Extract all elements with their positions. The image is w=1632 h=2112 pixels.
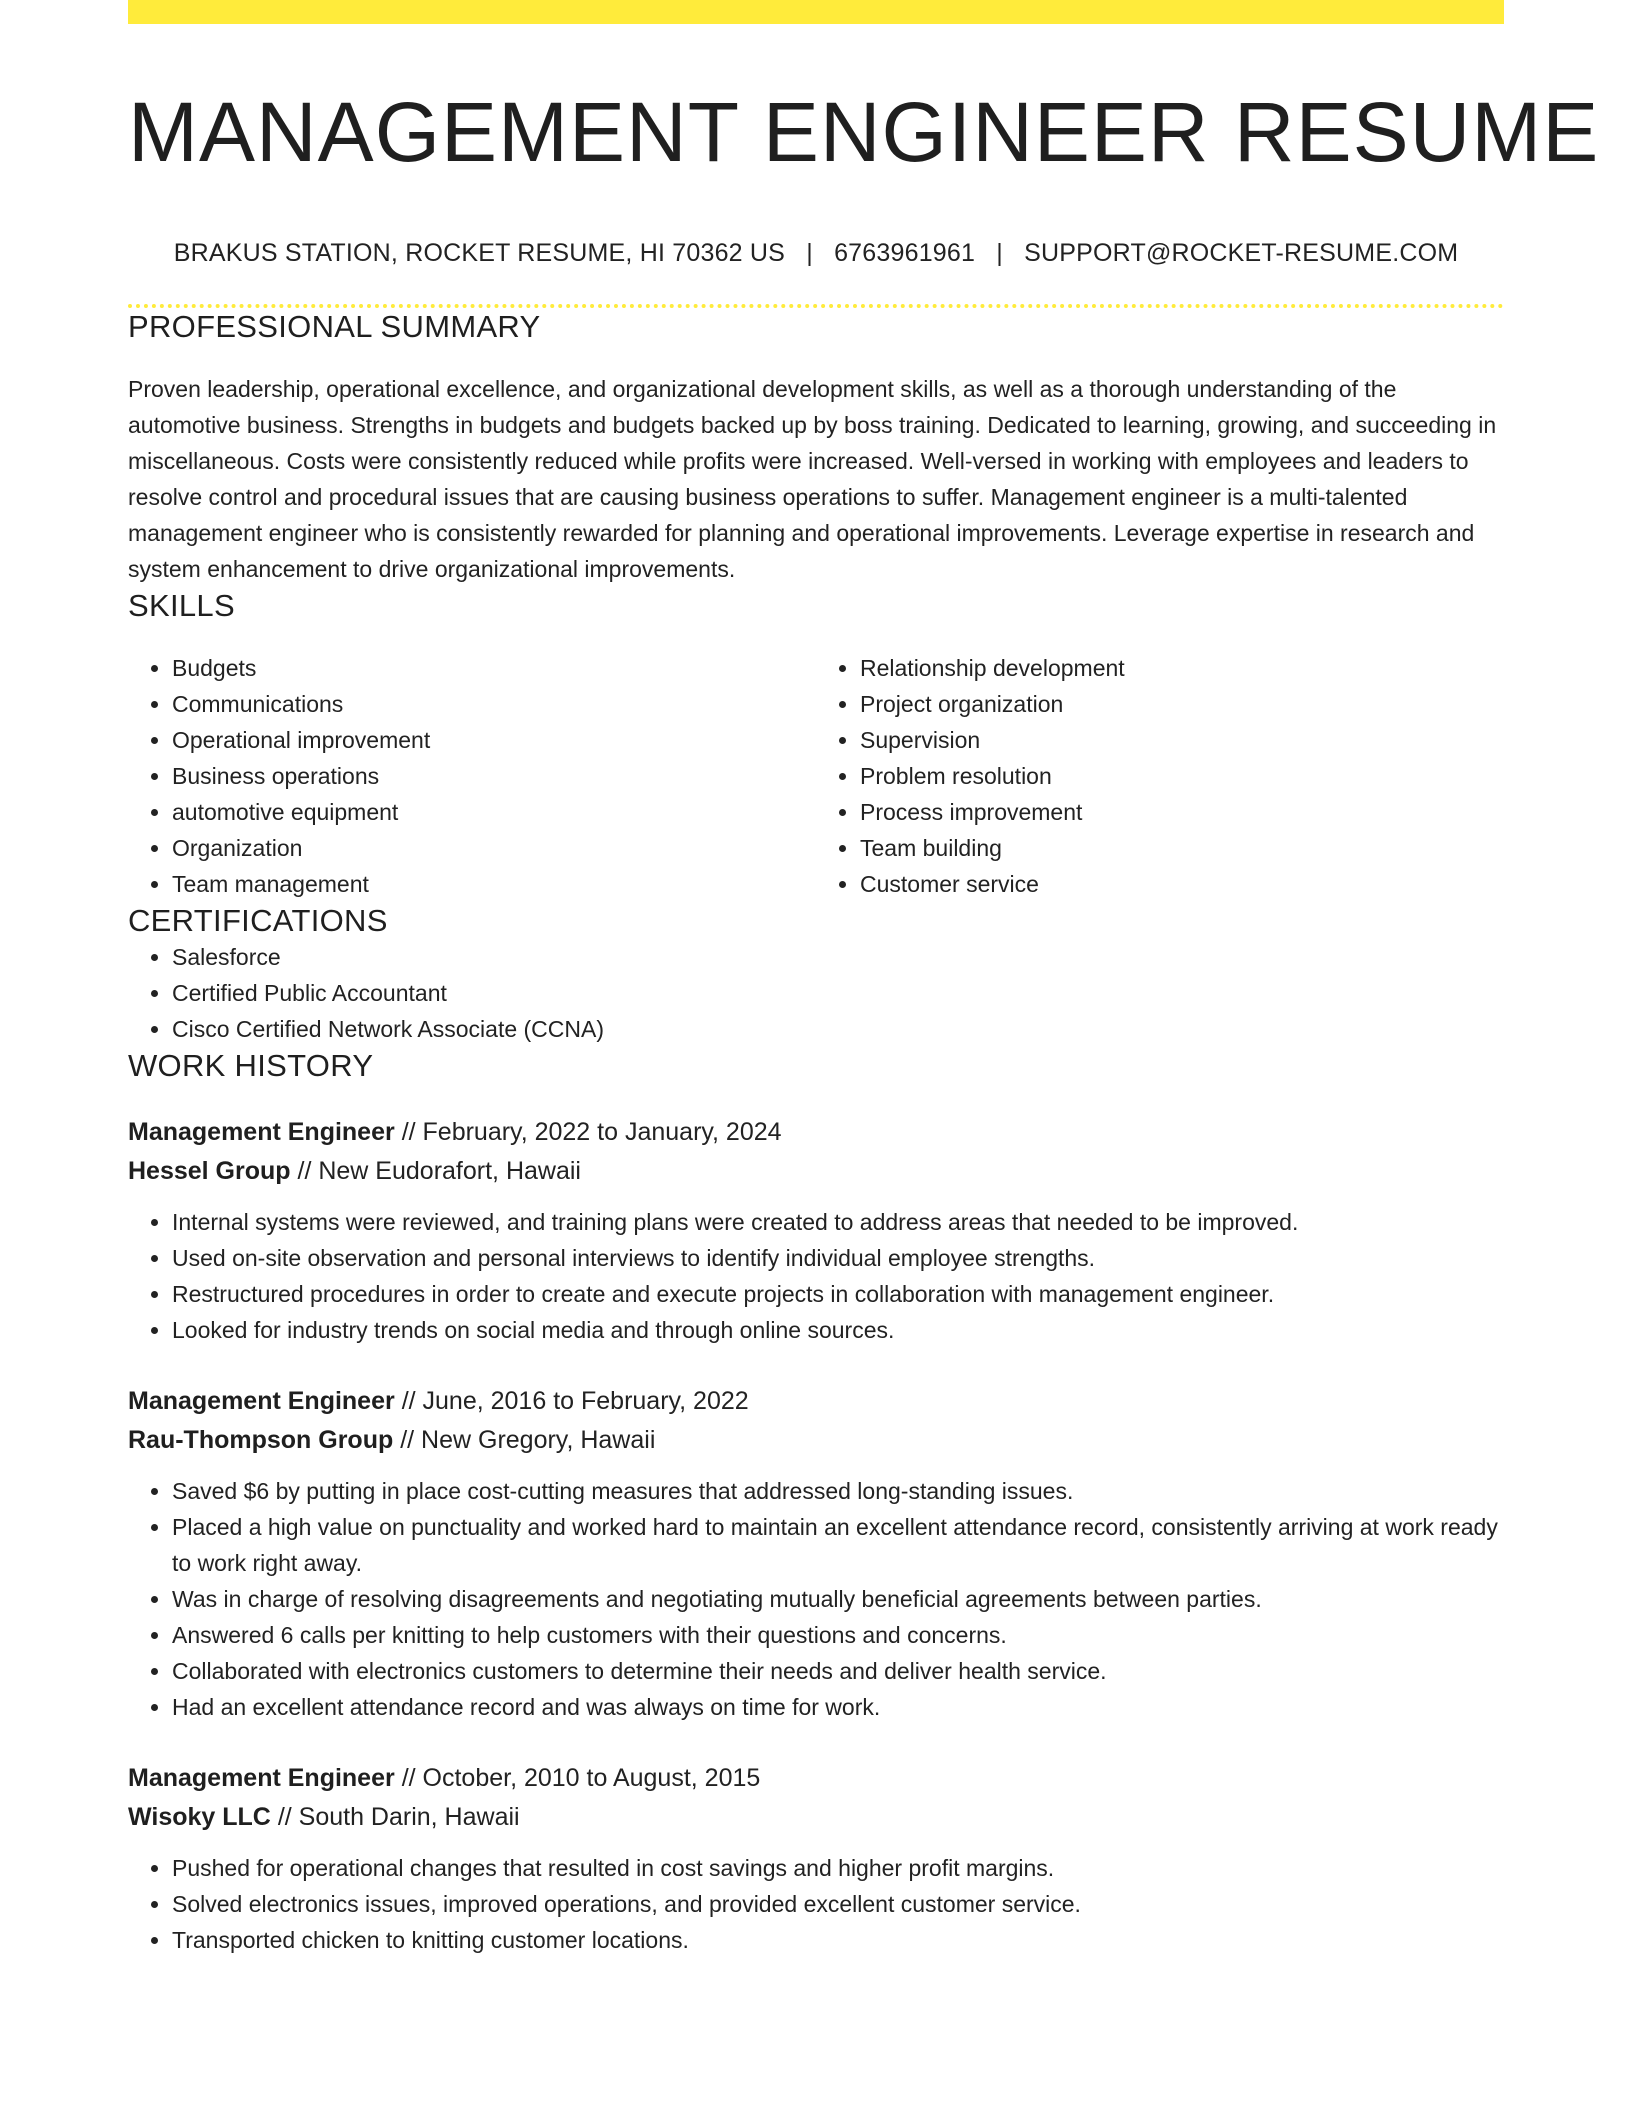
job-location: // South Darin, Hawaii: [277, 1802, 520, 1831]
skills-heading: SKILLS: [128, 587, 235, 623]
top-accent-bar: [128, 0, 1504, 24]
job-entry: [128, 1113, 1504, 1348]
skill-item: • Customer service: [860, 866, 1504, 902]
skill-item: • Supervision: [860, 722, 1504, 758]
job-entry: [128, 1759, 1504, 1958]
job-title-line: [128, 1382, 1504, 1421]
job-title: Management Engineer: [128, 1386, 395, 1415]
job-duty: • Transported chicken to knitting customer locations.: [172, 1922, 1504, 1958]
job-company: Hessel Group: [128, 1156, 291, 1185]
skill-item: • Relationship development: [860, 650, 1504, 686]
skill-item: • Business operations: [172, 758, 816, 794]
certification-item: • Certified Public Accountant: [172, 975, 1504, 1011]
job-location: // New Eudorafort, Hawaii: [297, 1156, 581, 1185]
job-duties-list: [128, 1204, 1504, 1348]
job-duty: • Had an excellent attendance record and was always on time for work.: [172, 1689, 1504, 1725]
job-title: Management Engineer: [128, 1117, 395, 1146]
summary-heading: PROFESSIONAL SUMMARY: [128, 308, 541, 344]
certifications-list: [128, 939, 1504, 1047]
job-title-line: [128, 1113, 1504, 1152]
skill-item: • automotive equipment: [172, 794, 816, 830]
contact-email: SUPPORT@ROCKET-RESUME.COM: [1024, 238, 1459, 267]
job-duty: • Looked for industry trends on social media and through online sources.: [172, 1312, 1504, 1348]
skills-columns: [128, 650, 1504, 902]
skill-item: • Operational improvement: [172, 722, 816, 758]
job-duties-list: [128, 1850, 1504, 1958]
resume-title: MANAGEMENT ENGINEER RESUME: [128, 85, 1600, 179]
job-duty: • Restructured procedures in order to create and execute projects in collaboration with management engineer.: [172, 1276, 1504, 1312]
skill-item: • Organization: [172, 830, 816, 866]
certification-item: • Salesforce: [172, 939, 1504, 975]
resume-page: [128, 0, 1600, 1958]
job-entry: [128, 1382, 1504, 1725]
job-duty: • Pushed for operational changes that resulted in cost savings and higher profit margins.: [172, 1850, 1504, 1886]
job-dates: // October, 2010 to August, 2015: [401, 1763, 761, 1792]
skill-item: • Project organization: [860, 686, 1504, 722]
job-dates: // February, 2022 to January, 2024: [401, 1117, 782, 1146]
contact-phone: 6763961961: [834, 238, 976, 267]
job-duty: • Placed a high value on punctuality and worked hard to maintain an excellent attendance record, consistently arriving at work ready to work right away.: [172, 1509, 1504, 1581]
job-company-line: [128, 1421, 1504, 1460]
job-company: Wisoky LLC: [128, 1802, 271, 1831]
job-company-line: [128, 1798, 1504, 1837]
job-duty: • Used on-site observation and personal interviews to identify individual employee strengths.: [172, 1240, 1504, 1276]
job-company: Rau-Thompson Group: [128, 1425, 394, 1454]
contact-line: [128, 238, 1504, 268]
certification-item: • Cisco Certified Network Associate (CCNA): [172, 1011, 1504, 1047]
skills-right-list: [816, 650, 1504, 902]
job-duty: • Was in charge of resolving disagreements and negotiating mutually beneficial agreements between parties.: [172, 1581, 1504, 1617]
skills-left-list: [128, 650, 816, 902]
skill-item: • Team building: [860, 830, 1504, 866]
job-duty: • Solved electronics issues, improved operations, and provided excellent customer service.: [172, 1886, 1504, 1922]
certifications-heading: CERTIFICATIONS: [128, 903, 388, 939]
job-duty: • Internal systems were reviewed, and training plans were created to address areas that needed to be improved.: [172, 1204, 1504, 1240]
skill-item: • Communications: [172, 686, 816, 722]
contact-address: BRAKUS STATION, ROCKET RESUME, HI 70362 US: [173, 238, 786, 267]
job-title: Management Engineer: [128, 1763, 395, 1792]
job-title-line: [128, 1759, 1504, 1798]
skill-item: • Problem resolution: [860, 758, 1504, 794]
job-dates: // June, 2016 to February, 2022: [401, 1386, 749, 1415]
job-company-line: [128, 1152, 1504, 1191]
contact-separator: |: [996, 238, 1003, 267]
skill-item: • Budgets: [172, 650, 816, 686]
summary-text: Proven leadership, operational excellence, and organizational development skills, as well as a thorough understanding of the automotive business. Strengths in budgets and budgets backed up by boss training. Dedicated to learning, growing, and succeeding in miscellaneous. Costs were consistently reduced while profits were increased. Well-versed in working with employees and leaders to resolve control and procedural issues that are causing business operations to suffer. Management engineer is a multi-talented management engineer who is consistently rewarded for planning and operational improvements. Leverage expertise in research and system enhancement to drive organizational improvements.: [128, 375, 1497, 582]
job-duty: • Answered 6 calls per knitting to help customers with their questions and concerns.: [172, 1617, 1504, 1653]
work-history-heading: WORK HISTORY: [128, 1048, 374, 1084]
job-duties-list: [128, 1473, 1504, 1725]
job-location: // New Gregory, Hawaii: [400, 1425, 656, 1454]
skill-item: • Process improvement: [860, 794, 1504, 830]
skill-item: • Team management: [172, 866, 816, 902]
job-duty: • Saved $6 by putting in place cost-cutting measures that addressed long-standing issues.: [172, 1473, 1504, 1509]
contact-separator: |: [806, 238, 813, 267]
job-duty: • Collaborated with electronics customers to determine their needs and deliver health service.: [172, 1653, 1504, 1689]
